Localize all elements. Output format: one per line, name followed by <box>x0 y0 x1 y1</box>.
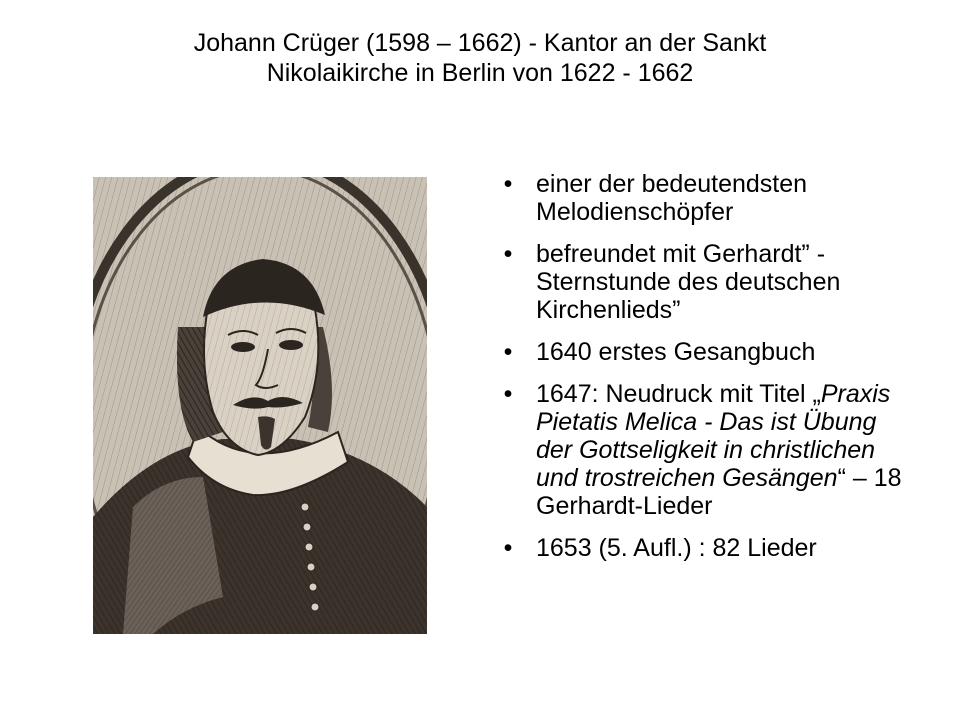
portrait-engraving-icon <box>93 177 427 634</box>
list-item <box>498 170 908 226</box>
list-item-text <box>536 380 902 520</box>
list-item <box>498 534 908 562</box>
portrait-image <box>93 177 427 634</box>
list-item-text: befreundet mit Gerhardt” - Sternstunde des deutschen Kirchenlieds” <box>536 240 841 324</box>
book-title: Praxis Pietatis Melica - Das ist Übung der Gottseligkeit in christlichen und trostreichen Gesängen <box>536 380 891 492</box>
slide-title-line-2: Nikolaikirche in Berlin von 1622 - 1662 <box>266 59 694 87</box>
list-item <box>498 380 908 520</box>
bullet-marker: • <box>503 240 513 268</box>
list-item-text: 1640 erstes Gesangbuch <box>536 338 816 366</box>
list-item <box>498 338 908 366</box>
list-item-text-suffix: “ – 18 Gerhardt-Lieder <box>536 464 902 520</box>
slide-title-line-1: Johann Crüger (1598 – 1662) - Kantor an der Sankt <box>193 29 767 57</box>
list-item-text: 1653 (5. Aufl.) : 82 Lieder <box>536 534 817 562</box>
list-item <box>498 240 908 324</box>
bullet-marker: • <box>503 380 513 408</box>
list-item-text: einer der bedeutendsten Melodienschöpfer <box>536 170 808 226</box>
bullet-marker: • <box>503 338 513 366</box>
bullet-marker: • <box>503 170 513 198</box>
slide-title <box>80 28 880 88</box>
list-item-text-prefix: 1647: Neudruck mit Titel „ <box>536 380 821 408</box>
bullet-list <box>498 170 908 576</box>
bullet-marker: • <box>503 534 513 562</box>
